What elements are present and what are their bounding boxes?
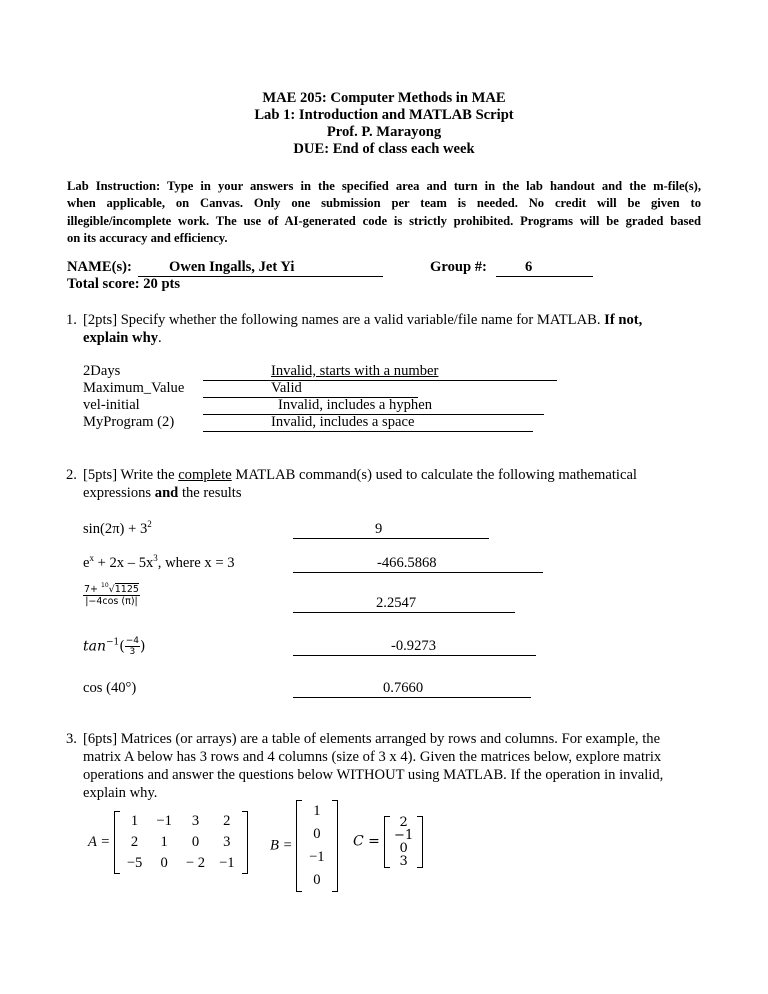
matrix-cell: −1 xyxy=(219,855,235,871)
names-label: NAME(s): xyxy=(67,259,132,275)
lab-title: Lab 1: Introduction and MATLAB Script xyxy=(254,107,514,123)
matrix-cell: −1 xyxy=(156,813,172,829)
matrix-cell: 0 xyxy=(313,872,321,888)
q3-prompt-line: matrix A below has 3 rows and 4 columns (size of 3 x 4). Given the matrices below, explore matrix xyxy=(83,749,662,765)
q2-answer: 0.7660 xyxy=(383,680,424,696)
expr-sup: 2 xyxy=(147,519,152,529)
q2-prompt xyxy=(83,467,637,484)
q2-number: 2. xyxy=(66,467,77,483)
q1-number: 1. xyxy=(66,312,77,328)
matrix-cell: 0 xyxy=(313,826,321,842)
q2-prompt-text-b: MATLAB command(s) used to calculate the following mathematical xyxy=(235,467,637,483)
q3-prompt-line: explain why. xyxy=(83,785,158,801)
q1-prompt-bold2: explain why xyxy=(83,330,159,346)
matrix-cell: 0 xyxy=(399,841,408,856)
matrix-cell: 3 xyxy=(191,813,200,829)
instruction-line: Lab Instruction: Type in your answers in the specified area and turn in the lab handout and the m-file(s), xyxy=(67,179,701,193)
expr-text: sin(2π) + 3 xyxy=(83,521,148,537)
q2-prompt-and: and xyxy=(154,485,179,501)
matrix-cell: 2 xyxy=(130,834,139,850)
q2-expression-arctan: $\tan^{-1}$( $\frac{-4}{3}$ ) xyxy=(83,636,146,657)
fraction-denominator: |−4cos (π)| xyxy=(85,596,138,607)
matrix-b-body xyxy=(296,800,338,892)
fn-name: tan xyxy=(83,638,106,655)
q2-answer-field[interactable] xyxy=(293,680,531,698)
due-date: DUE: End of class each week xyxy=(293,141,475,157)
q3-prompt-line: operations and answer the questions below WITHOUT using MATLAB. If the operation in invalid, xyxy=(83,767,664,783)
matrix-cell: 0 xyxy=(191,834,200,850)
q1-prompt-line2 xyxy=(83,330,162,347)
q1-prompt xyxy=(83,312,642,329)
matrix-a xyxy=(88,811,248,874)
q1-answer: Invalid, includes a space xyxy=(271,414,415,430)
q2-expression-fraction xyxy=(83,584,140,607)
names-field[interactable] xyxy=(138,259,383,277)
q2-answer-field[interactable] xyxy=(293,555,543,573)
instruction-line: when applicable, on Canvas. Only one submission per team is needed. No credit will be given to xyxy=(67,196,701,211)
names-value: Owen Ingalls, Jet Yi xyxy=(169,259,295,275)
q2-prompt-text: [5pts] Write the xyxy=(83,467,175,483)
q2-prompt-line2-b: the results xyxy=(181,485,242,501)
matrix-b xyxy=(270,800,338,892)
lab-instructions xyxy=(67,178,701,247)
matrix-cell: −5 xyxy=(126,855,143,871)
group-field[interactable] xyxy=(496,259,593,277)
matrix-cell: − 2 xyxy=(185,855,206,871)
fraction xyxy=(83,584,140,607)
q1-answer-field[interactable] xyxy=(203,380,418,398)
root-index: 10 xyxy=(101,582,109,589)
q2-answer: 9 xyxy=(375,521,383,537)
q1-prompt-text: [2pts] Specify whether the following names are a valid variable/file name for MATLAB. xyxy=(83,312,601,328)
matrix-cell: −1 xyxy=(394,828,414,843)
q1-item-name: Maximum_Value xyxy=(83,380,185,396)
matrix-c xyxy=(353,816,423,868)
matrix-cell: 1 xyxy=(130,813,139,829)
q1-prompt-end: . xyxy=(158,330,162,346)
q1-item-name: 2Days xyxy=(83,363,121,379)
expr-text: + 2x – 5x xyxy=(93,555,154,571)
matrix-cell: 0 xyxy=(160,855,168,871)
matrix-cell: 1 xyxy=(313,803,321,819)
total-score: Total score: 20 pts xyxy=(67,276,181,292)
q1-item-name: MyProgram (2) xyxy=(83,414,175,430)
group-value: 6 xyxy=(525,259,533,275)
q2-answer-field[interactable] xyxy=(293,638,536,656)
q2-answer: 2.2547 xyxy=(376,595,417,611)
matrix-c-label: C = xyxy=(353,833,380,850)
matrix-cell: 3 xyxy=(399,854,408,869)
q1-answer-field[interactable] xyxy=(203,363,557,381)
expr-sup: 3 xyxy=(153,553,158,563)
matrix-cell: 1 xyxy=(160,834,168,850)
q1-prompt-bold: If not, xyxy=(604,312,643,328)
q2-prompt-line2-a: expressions xyxy=(83,485,152,501)
q2-answer: -466.5868 xyxy=(377,555,437,571)
instruction-line: illegible/incomplete work. The use of AI-generated code is strictly prohibited. Programs will be graded based xyxy=(67,213,701,228)
fraction-denominator: 3 xyxy=(129,647,136,657)
matrix-cell: 2 xyxy=(399,815,408,830)
q1-answer: Invalid, starts with a number xyxy=(271,363,439,379)
fn-sup: −1 xyxy=(106,637,120,648)
radical-icon: √ xyxy=(108,584,115,595)
fraction xyxy=(125,636,140,657)
instruction-line: on its accuracy and efficiency. xyxy=(67,230,228,245)
num-prefix: 7+ xyxy=(84,584,102,595)
q1-item-name: vel-initial xyxy=(83,397,140,413)
q1-answer: Valid xyxy=(271,380,302,396)
radicand: 1125 xyxy=(114,584,139,595)
q1-answer-field[interactable] xyxy=(203,414,533,432)
q2-answer: -0.9273 xyxy=(391,638,436,654)
matrix-cell: 3 xyxy=(223,834,231,850)
expr-text: , where x = 3 xyxy=(157,555,235,571)
q2-prompt-line2 xyxy=(83,485,242,502)
q2-prompt-underlined: complete xyxy=(178,467,232,483)
matrix-a-label: A = xyxy=(88,833,111,850)
q1-answer-field[interactable] xyxy=(203,397,544,415)
q3-prompt-line: [6pts] Matrices (or arrays) are a table of elements arranged by rows and columns. For example, the xyxy=(83,731,661,747)
q3-number: 3. xyxy=(66,731,77,747)
course-title: MAE 205: Computer Methods in MAE xyxy=(262,90,506,106)
professor-name: Prof. P. Marayong xyxy=(326,124,442,140)
fraction-numerator xyxy=(83,584,140,596)
q2-answer-field[interactable] xyxy=(293,521,489,539)
matrix-a-body xyxy=(114,811,248,874)
expr-text: e xyxy=(83,555,90,571)
matrix-c-body xyxy=(384,816,423,868)
q2-expression: cos (40°) xyxy=(83,680,137,696)
expr-sup: x xyxy=(89,553,94,563)
group-label: Group #: xyxy=(430,259,487,275)
q2-expression xyxy=(83,521,152,538)
matrix-cell: 2 xyxy=(223,813,231,829)
q2-expression xyxy=(83,555,235,572)
q1-answer: Invalid, includes a hyphen xyxy=(278,397,433,413)
matrix-b-label: B = xyxy=(270,837,293,854)
matrix-cell: −1 xyxy=(309,849,325,865)
q2-answer-field[interactable] xyxy=(293,595,515,613)
fraction-numerator: −4 xyxy=(125,636,140,646)
